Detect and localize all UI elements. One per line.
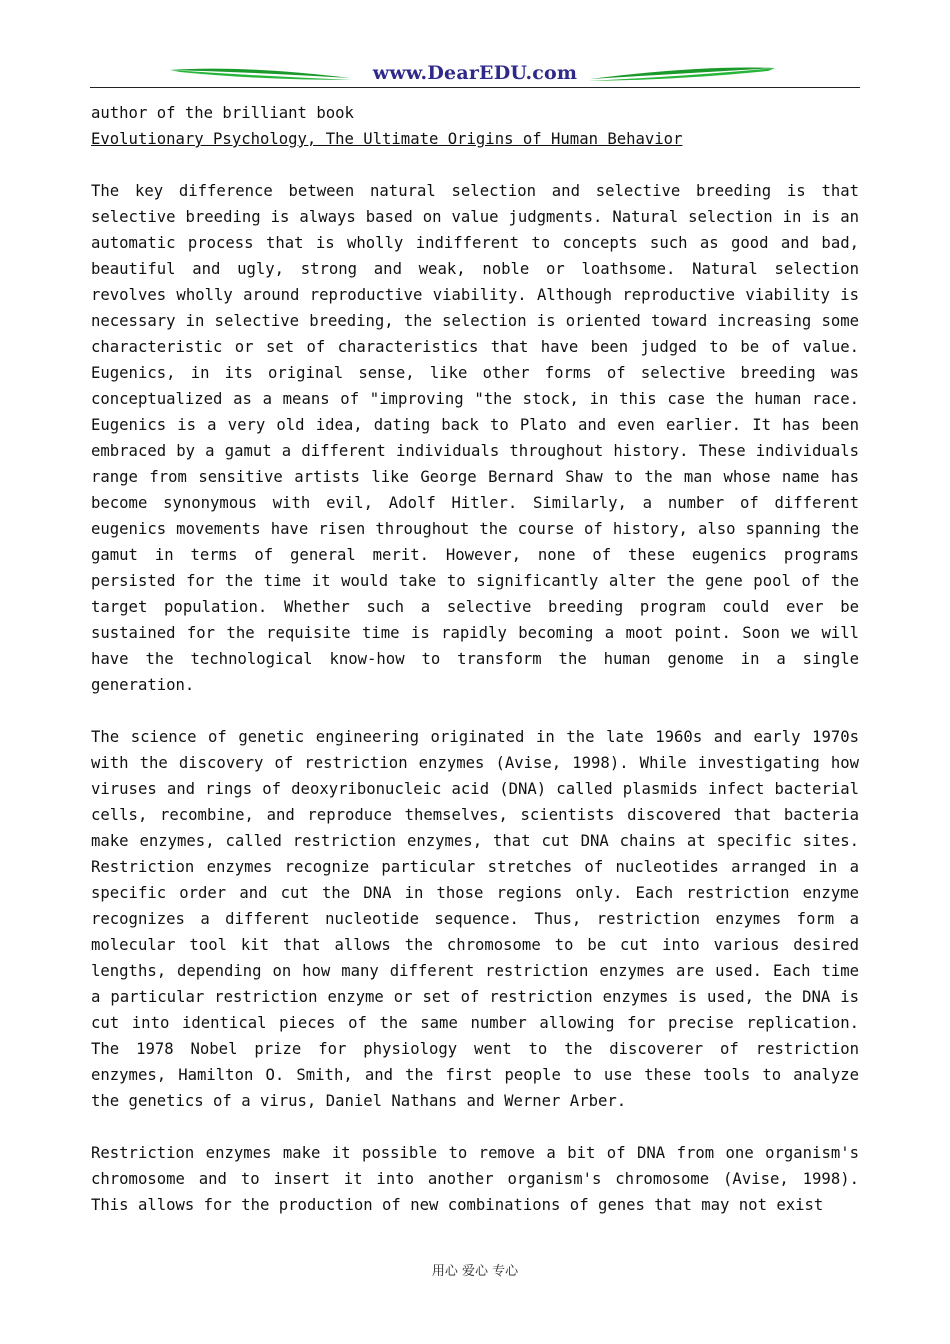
blank-line: [91, 152, 859, 178]
paragraph-genetic-engineering: The science of genetic engineering originated in the late 1960s and early 1970s with the discovery of restriction enzymes (Avise, 1998). While investigating how viruses and rings of deoxyribonucleic acid (DNA) called plasmids infect bacterial cells, recombine, and reproduce themselves, scientists discovered that bacteria make enzymes, called restriction enzymes, that cut DNA chains at specific sites. Restriction enzymes recognize particular stretches of nucleotides arranged in a specific order and cut the DNA in those regions only. Each restriction enzyme recognizes a different nucleotide sequence. Thus, restriction enzymes form a molecular tool kit that allows the chromosome to be cut into various desired lengths, depending on how many different restriction enzymes are used. Each time a particular restriction enzyme or set of restriction enzymes is used, the DNA is cut into identical pieces of the same number allowing for precise replication. The 1978 Nobel prize for physiology went to the discoverer of restriction enzymes, Hamilton O. Smith, and the first people to use these tools to analyze the genetics of a virus, Daniel Nathans and Werner Arber.: [91, 728, 859, 1110]
book-title-link[interactable]: Evolutionary Psychology, The Ultimate Origins of Human Behavior: [91, 130, 683, 148]
page-footer: 用心 爱心 专心: [431, 1264, 519, 1279]
intro-line: author of the brilliant book: [91, 104, 354, 122]
site-logo[interactable]: www.DearEDU.com: [372, 62, 578, 84]
paragraph-restriction-enzymes: Restriction enzymes make it possible to remove a bit of DNA from one organism's chromosome and to insert it into another organism's chromosome (Avise, 1998). This allows for the production of new combinations of genes that may not exist: [91, 1144, 859, 1214]
paragraph-natural-selection: The key difference between natural selection and selective breeding is that selective breeding is always based on value judgments. Natural selection in is an automatic process that is wholly indifferent to concepts such as good and bad, beautiful and ugly, strong and weak, noble or loathsome. Natural selection revolves wholly around reproductive viability. Although reproductive viability is necessary in selective breeding, the selection is oriented toward increasing some characteristic or set of characteristics that have been judged to be of value. Eugenics, in its original sense, like other forms of selective breeding was conceptualized as a means of "improving "the stock, in this case the human race. Eugenics is a very old idea, dating back to Plato and even earlier. It has been embraced by a gamut a different individuals throughout history. These individuals range from sensitive artists like George Bernard Shaw to the man whose name has become synonymous with evil, Adolf Hitler. Similarly, a number of different eugenics movements have risen throughout the course of history, also spanning the gamut in terms of general merit. However, none of these eugenics programs persisted for the time it would take to significantly alter the gene pool of the target population. Whether such a selective breeding program could ever be sustained for the requisite time is rapidly becoming a moot point. Soon we will have the technological know-how to transform the human genome in a single generation.: [91, 182, 859, 694]
document-body: [91, 100, 859, 1244]
page-header: [90, 60, 860, 90]
header-divider: [90, 87, 860, 88]
